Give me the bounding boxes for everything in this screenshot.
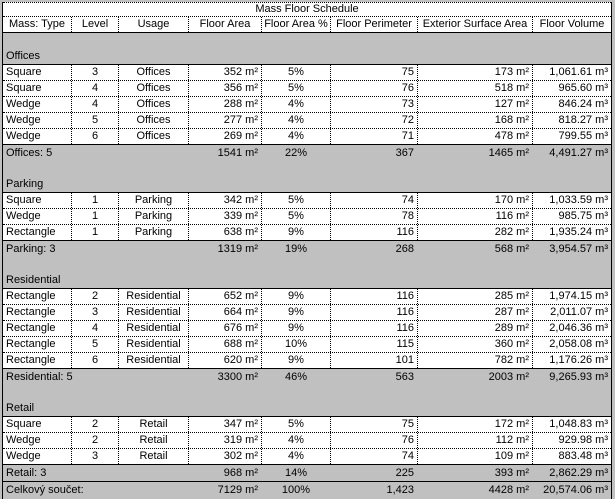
cell-mass-type[interactable]: Rectangle	[3, 225, 72, 240]
cell-floor-volume[interactable]: 1,974.15 m³	[549, 290, 608, 302]
cell-floor-volume[interactable]: 2,058.08 m³	[549, 338, 608, 350]
cell-floor-area-pct[interactable]: 9%	[262, 321, 331, 336]
column-header-floor-area-pct[interactable]: Floor Area %	[262, 17, 331, 32]
section-gap	[3, 257, 611, 273]
group-summary-retail-floor-area-pct: 14%	[284, 467, 308, 479]
cell-usage[interactable]: Offices	[119, 81, 189, 96]
cell-mass-type[interactable]: Rectangle	[3, 305, 72, 320]
cell-exterior-surface-area[interactable]: 478 m²	[418, 129, 533, 144]
table-row	[3, 225, 611, 240]
cell-floor-area[interactable]: 319 m²	[189, 433, 262, 448]
cell-level[interactable]: 1	[72, 209, 119, 224]
group-summary-parking-floor-perimeter: 268	[395, 243, 414, 255]
cell-floor-perimeter[interactable]: 72	[331, 113, 418, 128]
cell-floor-area-pct[interactable]: 4%	[262, 129, 331, 144]
cell-usage[interactable]: Parking	[119, 193, 189, 208]
cell-level[interactable]: 1	[72, 225, 119, 240]
cell-floor-area-pct[interactable]: 9%	[262, 225, 331, 240]
cell-floor-perimeter[interactable]: 74	[331, 449, 418, 464]
cell-level[interactable]: 4	[72, 97, 119, 112]
cell-floor-area[interactable]: 339 m²	[189, 209, 262, 224]
cell-mass-type[interactable]: Square	[3, 81, 72, 96]
cell-mass-type[interactable]: Square	[3, 193, 72, 208]
cell-floor-volume[interactable]: 1,048.83 m³	[549, 418, 608, 430]
cell-level[interactable]: 2	[72, 417, 119, 432]
cell-floor-volume[interactable]: 1,176.26 m³	[549, 354, 608, 366]
cell-usage[interactable]: Retail	[119, 417, 189, 432]
cell-floor-perimeter[interactable]: 115	[331, 337, 418, 352]
cell-usage[interactable]: Residential	[119, 337, 189, 352]
table-row	[3, 337, 611, 353]
cell-level[interactable]: 5	[72, 337, 119, 352]
cell-exterior-surface-area[interactable]: 282 m²	[418, 225, 533, 240]
cell-floor-perimeter[interactable]: 76	[331, 433, 418, 448]
group-summary-offices-floor-area-pct: 22%	[284, 147, 308, 159]
cell-floor-area[interactable]: 688 m²	[189, 337, 262, 352]
cell-mass-type[interactable]: Rectangle	[3, 337, 72, 352]
cell-mass-type[interactable]: Wedge	[3, 449, 72, 464]
group-summary-parking-row	[3, 241, 611, 257]
cell-floor-area-pct[interactable]: 5%	[262, 65, 331, 80]
cell-exterior-surface-area[interactable]: 782 m²	[418, 353, 533, 368]
cell-level[interactable]: 6	[72, 129, 119, 144]
table-row	[3, 321, 611, 337]
cell-floor-area[interactable]: 352 m²	[189, 65, 262, 80]
table-row	[3, 353, 611, 368]
group-summary-retail-floor-volume: 2,862.29 m³	[549, 467, 608, 479]
cell-usage[interactable]: Offices	[119, 65, 189, 80]
cell-floor-area[interactable]: 342 m²	[189, 193, 262, 208]
cell-floor-perimeter[interactable]: 116	[331, 289, 418, 304]
cell-floor-volume[interactable]: 1,061.61 m³	[549, 66, 608, 78]
cell-floor-area-pct[interactable]: 4%	[262, 113, 331, 128]
table-row	[3, 433, 611, 449]
cell-exterior-surface-area[interactable]: 172 m²	[418, 417, 533, 432]
cell-level[interactable]: 4	[72, 81, 119, 96]
cell-floor-perimeter[interactable]: 116	[331, 321, 418, 336]
section-gap	[3, 161, 611, 177]
table-row	[3, 209, 611, 225]
group-block-residential	[3, 288, 611, 369]
group-summary-offices-row	[3, 145, 611, 161]
cell-floor-area-pct[interactable]: 9%	[262, 353, 331, 368]
group-summary-residential-label: Residential: 5	[6, 371, 73, 383]
cell-mass-type[interactable]: Wedge	[3, 113, 72, 128]
grand-total-floor-perimeter: 1,423	[386, 484, 414, 496]
group-summary-residential-floor-perimeter: 563	[395, 371, 414, 383]
table-row	[3, 129, 611, 144]
grand-total-floor-volume: 20,574.06 m³	[543, 484, 608, 496]
group-summary-retail-label: Retail: 3	[6, 467, 47, 479]
cell-floor-area-pct[interactable]: 5%	[262, 81, 331, 96]
grand-total-row	[3, 481, 611, 499]
group-summary-offices-floor-volume: 4,491.27 m³	[549, 147, 608, 159]
cell-floor-perimeter[interactable]: 116	[331, 305, 418, 320]
section-gap	[3, 33, 611, 49]
cell-level[interactable]: 3	[72, 305, 119, 320]
cell-exterior-surface-area[interactable]: 518 m²	[418, 81, 533, 96]
grand-total-exterior-surface-area: 4428 m²	[488, 484, 529, 496]
cell-floor-volume[interactable]: 883.48 m³	[558, 450, 608, 462]
grand-total-floor-area-pct: 100%	[281, 484, 311, 496]
cell-floor-perimeter[interactable]: 75	[331, 417, 418, 432]
cell-usage[interactable]: Retail	[119, 449, 189, 464]
cell-floor-area[interactable]: 620 m²	[189, 353, 262, 368]
cell-usage[interactable]: Residential	[119, 353, 189, 368]
cell-usage[interactable]: Offices	[119, 97, 189, 112]
schedule-title: Mass Floor Schedule	[3, 2, 611, 16]
cell-level[interactable]: 3	[72, 65, 119, 80]
group-header-residential: Residential	[6, 274, 61, 286]
cell-floor-area-pct[interactable]: 4%	[262, 97, 331, 112]
cell-exterior-surface-area[interactable]: 285 m²	[418, 289, 533, 304]
cell-usage[interactable]: Parking	[119, 209, 189, 224]
cell-floor-volume[interactable]: 1,033.59 m³	[549, 194, 608, 206]
cell-usage[interactable]: Offices	[119, 113, 189, 128]
column-header-level[interactable]: Level	[72, 17, 119, 32]
group-summary-residential-floor-area-pct: 46%	[284, 371, 308, 383]
cell-floor-volume[interactable]: 799.55 m³	[558, 130, 608, 142]
group-block-offices	[3, 64, 611, 145]
table-row	[3, 65, 611, 81]
cell-exterior-surface-area[interactable]: 168 m²	[418, 113, 533, 128]
cell-floor-area-pct[interactable]: 4%	[262, 449, 331, 464]
cell-floor-area-pct[interactable]: 5%	[262, 209, 331, 224]
group-summary-retail-floor-perimeter: 225	[395, 467, 414, 479]
cell-mass-type[interactable]: Wedge	[3, 433, 72, 448]
cell-exterior-surface-area[interactable]: 116 m²	[418, 209, 533, 224]
group-header-retail: Retail	[6, 402, 35, 414]
cell-exterior-surface-area[interactable]: 109 m²	[418, 449, 533, 464]
table-row	[3, 193, 611, 209]
column-header-floor-area[interactable]: Floor Area	[189, 17, 262, 32]
group-summary-retail-row	[3, 465, 611, 481]
cell-floor-area[interactable]: 664 m²	[189, 305, 262, 320]
group-summary-residential-row	[3, 369, 611, 385]
column-header-usage[interactable]: Usage	[119, 17, 189, 32]
cell-level[interactable]: 6	[72, 353, 119, 368]
cell-mass-type[interactable]: Rectangle	[3, 353, 72, 368]
cell-floor-area-pct[interactable]: 5%	[262, 417, 331, 432]
group-summary-retail-exterior-surface-area: 393 m²	[494, 467, 529, 479]
table-row	[3, 305, 611, 321]
column-header-mass-type[interactable]: Mass: Type	[3, 17, 72, 32]
column-header-floor-perimeter[interactable]: Floor Perimeter	[331, 17, 418, 32]
grand-total-floor-area: 7129 m²	[217, 484, 258, 496]
section-gap	[3, 385, 611, 401]
cell-floor-volume[interactable]: 1,935.24 m³	[549, 226, 608, 238]
group-summary-parking-floor-volume: 3,954.57 m³	[549, 243, 608, 255]
cell-usage[interactable]: Residential	[119, 305, 189, 320]
column-header-exterior-surface-area[interactable]: Exterior Surface Area	[418, 17, 533, 32]
cell-floor-area[interactable]: 302 m²	[189, 449, 262, 464]
cell-floor-volume[interactable]: 818.27 m³	[558, 114, 608, 126]
cell-floor-area-pct[interactable]: 4%	[262, 433, 331, 448]
cell-floor-area[interactable]: 347 m²	[189, 417, 262, 432]
cell-floor-perimeter[interactable]: 116	[331, 225, 418, 240]
cell-mass-type[interactable]: Rectangle	[3, 289, 72, 304]
cell-level[interactable]: 5	[72, 113, 119, 128]
grand-total-label: Celkový součet:	[6, 484, 84, 496]
cell-floor-perimeter[interactable]: 101	[331, 353, 418, 368]
group-block-parking	[3, 192, 611, 241]
group-summary-parking-floor-area-pct: 19%	[284, 243, 308, 255]
group-summary-offices-label: Offices: 5	[6, 147, 53, 159]
schedule-body	[3, 33, 611, 499]
cell-mass-type[interactable]: Wedge	[3, 97, 72, 112]
group-summary-residential-floor-area: 3300 m²	[217, 371, 258, 383]
cell-floor-area[interactable]: 638 m²	[189, 225, 262, 240]
cell-exterior-surface-area[interactable]: 112 m²	[418, 433, 533, 448]
group-summary-residential-exterior-surface-area: 2003 m²	[488, 371, 529, 383]
cell-floor-volume[interactable]: 2,046.36 m³	[549, 322, 608, 334]
column-header-floor-volume[interactable]: Floor Volume	[539, 18, 605, 30]
table-row	[3, 81, 611, 97]
group-header-parking: Parking	[6, 178, 44, 190]
group-summary-parking-exterior-surface-area: 568 m²	[494, 243, 529, 255]
cell-exterior-surface-area[interactable]: 289 m²	[418, 321, 533, 336]
cell-exterior-surface-area[interactable]: 127 m²	[418, 97, 533, 112]
cell-floor-area[interactable]: 288 m²	[189, 97, 262, 112]
cell-exterior-surface-area[interactable]: 170 m²	[418, 193, 533, 208]
cell-floor-area[interactable]: 277 m²	[189, 113, 262, 128]
cell-mass-type[interactable]: Wedge	[3, 129, 72, 144]
cell-floor-volume[interactable]: 2,011.07 m³	[550, 306, 608, 318]
group-summary-offices-exterior-surface-area: 1465 m²	[488, 147, 529, 159]
cell-mass-type[interactable]: Square	[3, 65, 72, 80]
cell-floor-perimeter[interactable]: 71	[331, 129, 418, 144]
cell-floor-area-pct[interactable]: 10%	[262, 337, 331, 352]
group-summary-offices-floor-area: 1541 m²	[217, 147, 258, 159]
cell-floor-area-pct[interactable]: 9%	[262, 289, 331, 304]
group-block-retail	[3, 416, 611, 465]
cell-usage[interactable]: Parking	[119, 225, 189, 240]
table-row	[3, 97, 611, 113]
cell-floor-area-pct[interactable]: 5%	[262, 193, 331, 208]
cell-floor-area[interactable]: 676 m²	[189, 321, 262, 336]
cell-mass-type[interactable]: Wedge	[3, 209, 72, 224]
cell-floor-volume[interactable]: 846.24 m³	[558, 98, 608, 110]
cell-mass-type[interactable]: Square	[3, 417, 72, 432]
cell-floor-area[interactable]: 269 m²	[189, 129, 262, 144]
cell-level[interactable]: 3	[72, 449, 119, 464]
group-summary-retail-floor-area: 968 m²	[223, 467, 258, 479]
cell-floor-perimeter[interactable]: 76	[331, 81, 418, 96]
table-row	[3, 449, 611, 464]
group-summary-residential-floor-volume: 9,265.93 m³	[549, 371, 608, 383]
cell-floor-area-pct[interactable]: 9%	[262, 305, 331, 320]
cell-floor-volume[interactable]: 965.60 m³	[558, 82, 608, 94]
cell-exterior-surface-area[interactable]: 360 m²	[418, 337, 533, 352]
cell-floor-volume[interactable]: 929.98 m³	[558, 434, 608, 446]
group-summary-parking-label: Parking: 3	[6, 243, 56, 255]
group-summary-offices-floor-perimeter: 367	[395, 147, 414, 159]
cell-usage[interactable]: Residential	[119, 289, 189, 304]
table-row	[3, 417, 611, 433]
cell-level[interactable]: 2	[72, 433, 119, 448]
schedule-sheet	[2, 2, 612, 499]
cell-floor-perimeter[interactable]: 74	[331, 193, 418, 208]
cell-level[interactable]: 4	[72, 321, 119, 336]
table-row	[3, 289, 611, 305]
cell-usage[interactable]: Retail	[119, 433, 189, 448]
group-summary-parking-floor-area: 1319 m²	[217, 243, 258, 255]
cell-level[interactable]: 2	[72, 289, 119, 304]
cell-floor-volume[interactable]: 985.75 m³	[558, 210, 608, 222]
cell-exterior-surface-area[interactable]: 287 m²	[418, 305, 533, 320]
group-header-offices: Offices	[6, 50, 41, 62]
cell-exterior-surface-area[interactable]: 173 m²	[418, 65, 533, 80]
cell-floor-perimeter[interactable]: 75	[331, 65, 418, 80]
cell-usage[interactable]: Offices	[119, 129, 189, 144]
cell-floor-perimeter[interactable]: 73	[331, 97, 418, 112]
column-header-row	[3, 16, 611, 33]
table-row	[3, 113, 611, 129]
cell-level[interactable]: 1	[72, 193, 119, 208]
cell-floor-area[interactable]: 356 m²	[189, 81, 262, 96]
cell-usage[interactable]: Residential	[119, 321, 189, 336]
cell-floor-perimeter[interactable]: 78	[331, 209, 418, 224]
cell-floor-area[interactable]: 652 m²	[189, 289, 262, 304]
cell-mass-type[interactable]: Rectangle	[3, 321, 72, 336]
